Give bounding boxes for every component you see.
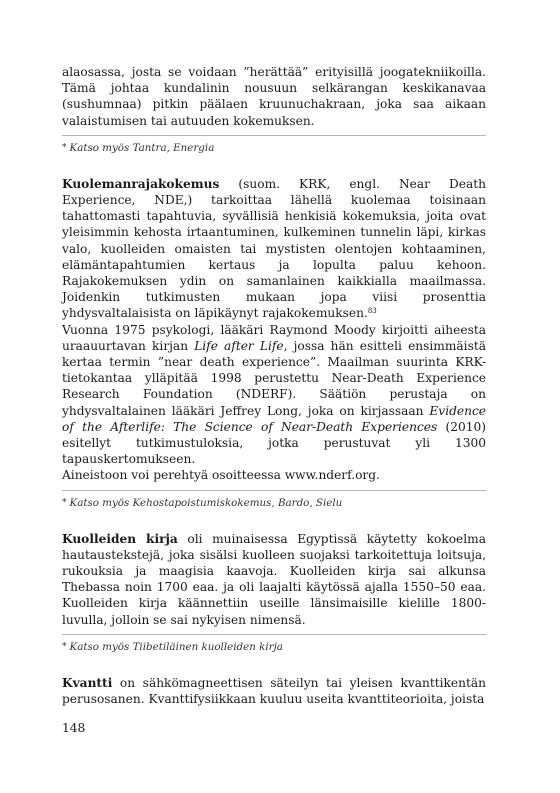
entry-kuolleiden-kirja: Kuolleiden kirja oli muinaisessa Egyptissä käytetty kokoelma hautaustekstejä, joka sisälsi kuolleen suojaksi tarkoitettuja loitsuja, rukouksia ja maagisia kaavoja. Kuolleiden kirja sai alkunsa Thebassa noin 1700 eaa. ja oli laajalti käytössä ajalla 1550–50 eaa. Kuolleiden kirja käännettiin useille länsimaisille kielille 1800-luvulla, jolloin se sai nykyisen nimensä. — [62, 531, 486, 627]
see-also-text: Katso myös Tiibetiläinen kuolleiden kirja — [69, 640, 283, 653]
page-number: 148 — [62, 721, 86, 735]
entry-term: Kuolleiden kirja — [62, 531, 178, 546]
divider — [62, 135, 486, 136]
book-title: Life after Life — [194, 338, 284, 353]
footnote-ref: 83 — [367, 307, 377, 316]
see-also-entry2 — [62, 640, 486, 654]
see-also-text: Katso myös Kehostapoistumiskokemus, Bardo, Sielu — [69, 496, 343, 509]
see-also-entry1 — [62, 496, 486, 510]
entry-kuolemanrajakokemus: Kuolemanrajakokemus (suom. KRK, engl. Near Death Experience, NDE,) tarkoittaa lähellä kuolemaa toisinaan tahattomasti tapahtuvia, syvällisiä henkisiä kokemuksia, joita ovat yleisimmin kehosta irtaantuminen, kulkeminen tunnelin läpi, kirkas valo, kuolleiden omaisten tai mystisten olentojen kohtaaminen, elämäntapahtumien kertaus ja lopulta paluu kehoon. Rajakokemuksen ydin on samanlainen kaikkialla maailmassa. Joidenkin tutkimusten mukaan jopa viisi prosenttia yhdysvaltalaisista on läpikäynyt rajakokemuksen.$^{83}$ — [62, 176, 486, 321]
divider — [62, 490, 486, 491]
entry-paragraph: Vuonna 1975 psykologi, lääkäri Raymond Moody kirjoitti aiheesta uraauurtavan kirjan Life after Life, jossa hän esitteli ensimmäistä kertaa termin ”near death experience”. Maailman suurinta KRK-tietokantaa ylläpitää 1998 perustettu Near-Death Experience Research Foundation (NDERF). Säätiön perustaja on yhdysvaltalainen lääkäri Jeffrey Long, joka on kirjassaan Evidence of the Afterlife: The Science of Near-Death Experiences (2010) esitellyt tutkimustuloksia, jotka perustuvat yli 1300 tapauskertomukseen. — [62, 322, 486, 467]
see-also-marker: * — [62, 497, 67, 508]
intro-paragraph: alaosassa, josta se voidaan ”herättää” erityisillä joogatekniikoilla. Tämä johtaa kundalinin nousuun selkärangan keskikanavaa (sushumnaa) pitkin päälaen kruunuchakraan, joka saa aikaan valaistumisen tai autuuden kokemuksen. — [62, 65, 486, 128]
entry-kvantti: Kvantti on sähkömagneettisen säteilyn tai yleisen kvanttikentän perusosanen. Kvanttifysiikkaan kuuluu useita kvanttiteorioita, joista — [62, 675, 486, 707]
see-also-marker: * — [62, 142, 67, 153]
entry-paragraph: Aineistoon voi perehtyä osoitteessa www.nderf.org. — [62, 468, 380, 483]
entry-term: Kuolemanrajakokemus — [62, 176, 220, 191]
see-also-intro — [62, 141, 486, 155]
book-title: Evidence of the Afterlife: The Science of Near-Death Experiences — [62, 403, 486, 434]
page-body — [62, 64, 486, 707]
divider — [62, 634, 486, 635]
see-also-marker: * — [62, 641, 67, 652]
entry-term: Kvantti — [62, 675, 113, 690]
see-also-text: Katso myös Tantra, Energia — [69, 141, 215, 154]
